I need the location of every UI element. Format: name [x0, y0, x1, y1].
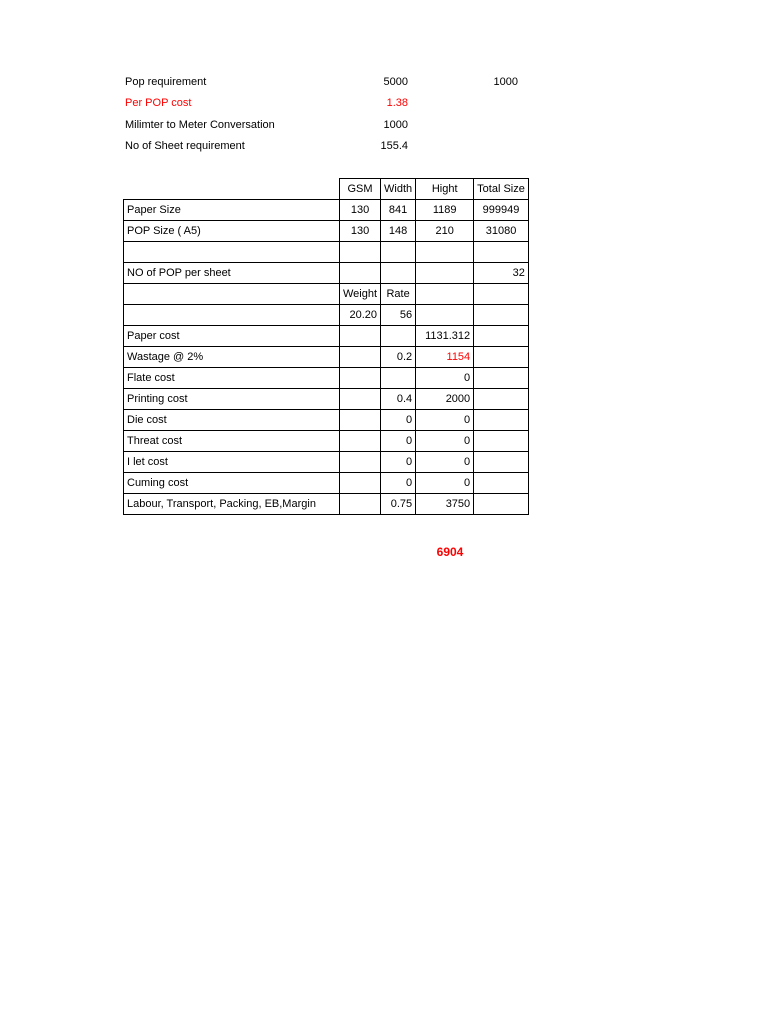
mm-to-meter-label: Milimter to Meter Conversation [125, 119, 275, 131]
cost-row [124, 326, 529, 347]
cost-row [124, 431, 529, 452]
per-pop-cost-row [125, 97, 525, 113]
cost-rate [381, 326, 416, 347]
pop-size-label: POP Size ( A5) [124, 221, 340, 242]
cost-rate: 0.2 [381, 347, 416, 368]
pop-per-sheet-row [124, 263, 529, 284]
cost-amount: 0 [416, 368, 474, 389]
gsm-header: GSM [340, 179, 381, 200]
cost-label: Die cost [124, 410, 340, 431]
sheet-requirement-row [125, 140, 525, 156]
cost-amount: 0 [416, 452, 474, 473]
grand-total: 6904 [436, 545, 464, 559]
cost-rate: 0 [381, 410, 416, 431]
paper-size-gsm: 130 [340, 200, 381, 221]
cost-label: Printing cost [124, 389, 340, 410]
cost-amount: 1154 [416, 347, 474, 368]
paper-size-label: Paper Size [124, 200, 340, 221]
cost-rate: 0.4 [381, 389, 416, 410]
cost-amount: 3750 [416, 494, 474, 515]
empty-row [124, 242, 529, 263]
cost-label: I let cost [124, 452, 340, 473]
pop-size-width: 148 [381, 221, 416, 242]
weight-rate-value-row [124, 305, 529, 326]
weight-rate-header-row [124, 284, 529, 305]
cost-row [124, 410, 529, 431]
cost-row [124, 389, 529, 410]
paper-size-total: 999949 [474, 200, 529, 221]
pop-per-sheet-label: NO of POP per sheet [124, 263, 340, 284]
cost-rate [381, 368, 416, 389]
cost-rate: 0 [381, 431, 416, 452]
pop-requirement-row [125, 76, 525, 92]
width-header: Width [381, 179, 416, 200]
mm-to-meter-value: 1000 [383, 119, 408, 131]
cost-label: Threat cost [124, 431, 340, 452]
sheet-requirement-value: 155.4 [380, 140, 408, 152]
hight-header: Hight [416, 179, 474, 200]
cost-amount: 2000 [416, 389, 474, 410]
sheet-requirement-label: No of Sheet requirement [125, 140, 245, 152]
cost-table [123, 178, 529, 515]
cost-amount: 1131.312 [416, 326, 474, 347]
cost-row [124, 347, 529, 368]
cost-label: Flate cost [124, 368, 340, 389]
per-pop-cost-value: 1.38 [386, 97, 408, 109]
weight-header: Weight [340, 284, 381, 305]
rate-header: Rate [381, 284, 416, 305]
cost-rate: 0.75 [381, 494, 416, 515]
cost-rate: 0 [381, 473, 416, 494]
pop-requirement-value: 5000 [383, 76, 408, 88]
paper-size-hight: 1189 [416, 200, 474, 221]
cost-row [124, 368, 529, 389]
header-row [124, 179, 529, 200]
cost-label: Wastage @ 2% [124, 347, 340, 368]
mm-to-meter-row [125, 119, 525, 135]
rate-value: 56 [381, 305, 416, 326]
per-pop-cost-label: Per POP cost [125, 97, 192, 109]
total-size-header: Total Size [474, 179, 529, 200]
pop-size-row [124, 221, 529, 242]
pop-size-gsm: 130 [340, 221, 381, 242]
pop-requirement-label: Pop requirement [125, 76, 207, 88]
cost-amount: 0 [416, 410, 474, 431]
cost-row [124, 494, 529, 515]
pop-per-sheet-value: 32 [474, 263, 529, 284]
pop-size-hight: 210 [416, 221, 474, 242]
paper-size-width: 841 [381, 200, 416, 221]
cost-amount: 0 [416, 431, 474, 452]
paper-size-row [124, 200, 529, 221]
cost-label: Paper cost [124, 326, 340, 347]
cost-rate: 0 [381, 452, 416, 473]
pop-requirement-value-2: 1000 [493, 76, 518, 88]
weight-value: 20.20 [340, 305, 381, 326]
cost-amount: 0 [416, 473, 474, 494]
cost-label: Labour, Transport, Packing, EB,Margin [124, 494, 340, 515]
pop-size-total: 31080 [474, 221, 529, 242]
cost-row [124, 473, 529, 494]
cost-label: Cuming cost [124, 473, 340, 494]
cost-row [124, 452, 529, 473]
